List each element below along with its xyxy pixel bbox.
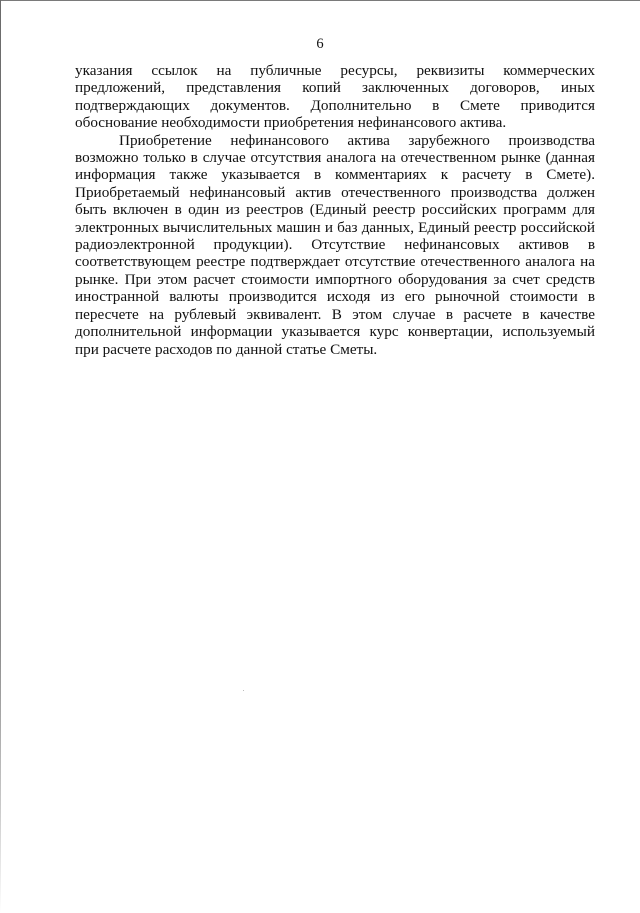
page-number: 6: [316, 36, 324, 52]
scan-top-edge: [0, 0, 640, 1]
document-body: [75, 62, 595, 358]
paragraph-foreign-assets: Приобретение нефинансового актива зарубежного производства возможно только в случае отсутствия аналога на отечественном рынке (данная информация также указывается в комментариях к расчету в Смете). Приобретаемый нефинансовый актив отечественного производства должен быть включен в один из реестров (Единый реестр российских программ для электронных вычислительных машин и баз данных, Единый реестр российской радиоэлектронной продукции). Отсутствие нефинансовых активов в соответствующем реестре подтверждает отсутствие отечественного аналога на рынке. При этом расчет стоимости импортного оборудования за счет средств иностранной валюты производится исходя из его рыночной стоимости в пересчете на рублевый эквивалент. В этом случае в расчете в качестве дополнительной информации указывается курс конвертации, используемый при расчете расходов по данной статье Сметы.: [75, 131, 595, 358]
scan-left-edge: [0, 0, 1, 913]
scan-speck: [243, 690, 244, 691]
paragraph-continuation: указания ссылок на публичные ресурсы, реквизиты коммерческих предложений, представления копий заключенных договоров, иных подтверждающих документов. Дополнительно в Смете приводится обоснование необходимости приобретения нефинансового актива.: [75, 62, 595, 132]
